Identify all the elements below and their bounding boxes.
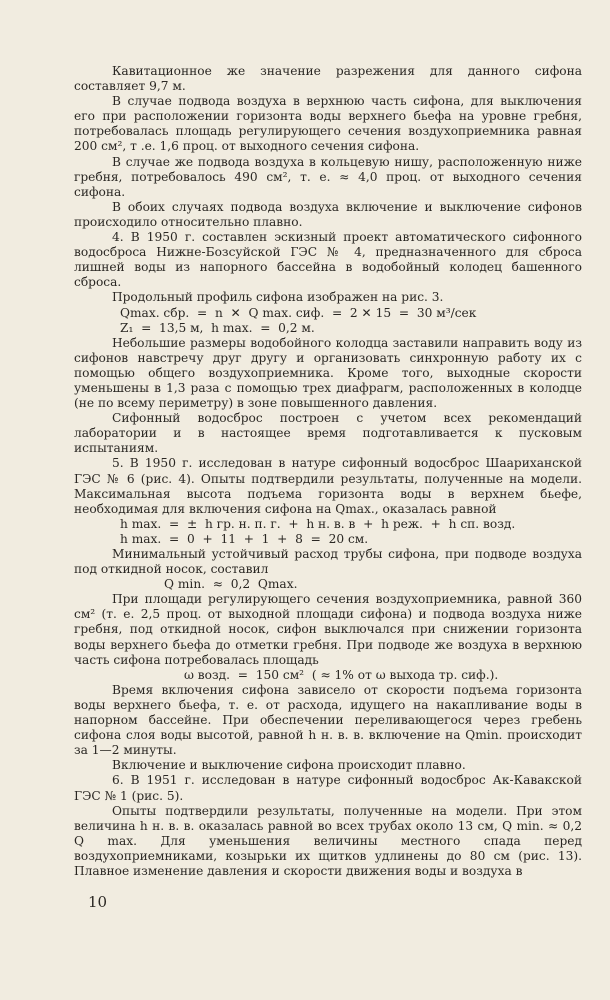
formula-line: h max. = 0 + 11 + 1 + 8 = 20 см. [120, 531, 369, 546]
text-paragraph: В случае же подвода воздуха в кольцевую нишу, расположенную ниже гребня, потребовалось 490 см², т. е. ≈ 4,0 проц. от выходного сечения сифона. [74, 154, 582, 199]
text-paragraph: 6. В 1951 г. исследован в натуре сифонный водосброс Ак-Кавакской ГЭС № 1 (рис. 5). [74, 773, 582, 803]
formula-line: ω возд. = 150 см² ( ≈ 1% от ω выхода тр. сиф.). [184, 667, 499, 682]
formula-line: Qmax. сбр. = n ✕ Q max. сиф. = 2 ✕ 15 = 30 м³/сек [120, 305, 477, 320]
text-paragraph: В случае подвода воздуха в верхнюю часть сифона, для выключения его при расположении горизонта воды верхнего бьефа на уровне гребня, потребовалась площадь регулирующего сечения воздухоприемника равная 200 см², т .е. 1,6 проц. от выходного сечения сифона. [74, 94, 582, 154]
formula-line: h max. = ± h гр. н. п. г. + h н. в. в + h реж. + h сп. возд. [120, 516, 516, 531]
text-paragraph: При площади регулирующего сечения воздухоприемника, равной 360 см² (т. е. 2,5 проц. от выходной площади сифона) и подвода воздуха ниже гребня, под откидной носок, сифон выключался при снижении горизонта воды верхнего бьефа до отметки гребня. При подводе же воздуха в верхнюю часть сифона потребовалась площадь [74, 592, 582, 667]
text-paragraph: Минимальный устойчивый расход трубы сифона, при подводе воздуха под откидной носок, составил [74, 547, 582, 577]
text-paragraph: 4. В 1950 г. составлен эскизный проект автоматического сифонного водосброса Нижне-Бозсуйской ГЭС № 4, предназначенного для сброса лишней воды из напорного бассейна в водобойный колодец башенного сброса. [74, 230, 582, 290]
text-paragraph: В обоих случаях подвода воздуха включение и выключение сифонов происходило относительно плавно. [74, 199, 582, 229]
page-text-body [74, 64, 582, 879]
text-paragraph: Время включения сифона зависело от скорости подъема горизонта воды верхнего бьефа, т. е. от расхода, идущего на накапливание воды в напорном бассейне. При обеспечении переливающегося через гребень сифона слоя воды высотой, равной h н. в. в. включение на Qmin. происходит за 1—2 минуты. [74, 682, 582, 758]
text-paragraph: Сифонный водосброс построен с учетом всех рекомендаций лаборатории и в настоящее время подготавливается к пусковым испытаниям. [74, 411, 582, 456]
text-paragraph: Продольный профиль сифона изображен на рис. 3. [112, 290, 444, 305]
formula-line: Z₁ = 13,5 м, h max. = 0,2 м. [120, 320, 315, 335]
text-paragraph: Небольшие размеры водобойного колодца заставили направить воду из сифонов навстречу друг другу и организовать синхронную работу их с помощью общего воздухоприемника. Кроме того, выходные скорости уменьшены в 1,3 раза с помощью трех диафрагм, расположенных в колодце (не по всему периметру) в зоне повышенного давления. [74, 335, 582, 411]
text-paragraph: 5. В 1950 г. исследован в натуре сифонный водосброс Шаариханской ГЭС № 6 (рис. 4). Опыты подтвердили результаты, полученные на модели. Максимальная высота подъема горизонта воды в верхнем бьефе, необходимая для включения сифона на Qmax., оказалась равной [74, 456, 582, 516]
text-paragraph: Включение и выключение сифона происходит плавно. [112, 758, 466, 773]
text-paragraph: Опыты подтвердили результаты, полученные на модели. При этом величина h н. в. в. оказалась равной во всех трубах около 13 см, Q min. ≈ 0,2 Q max. Для уменьшения величины местного спада перед воздухоприемниками, козырьки их щитков удлинены до 80 см (рис. 13). Плавное изменение давления и скорости движения воды и воздуха в [74, 803, 582, 878]
text-paragraph: Кавитационное же значение разрежения для данного сифона составляет 9,7 м. [74, 64, 582, 94]
formula-line: Q min. ≈ 0,2 Qmax. [164, 577, 298, 592]
page-number: 10 [88, 893, 108, 911]
